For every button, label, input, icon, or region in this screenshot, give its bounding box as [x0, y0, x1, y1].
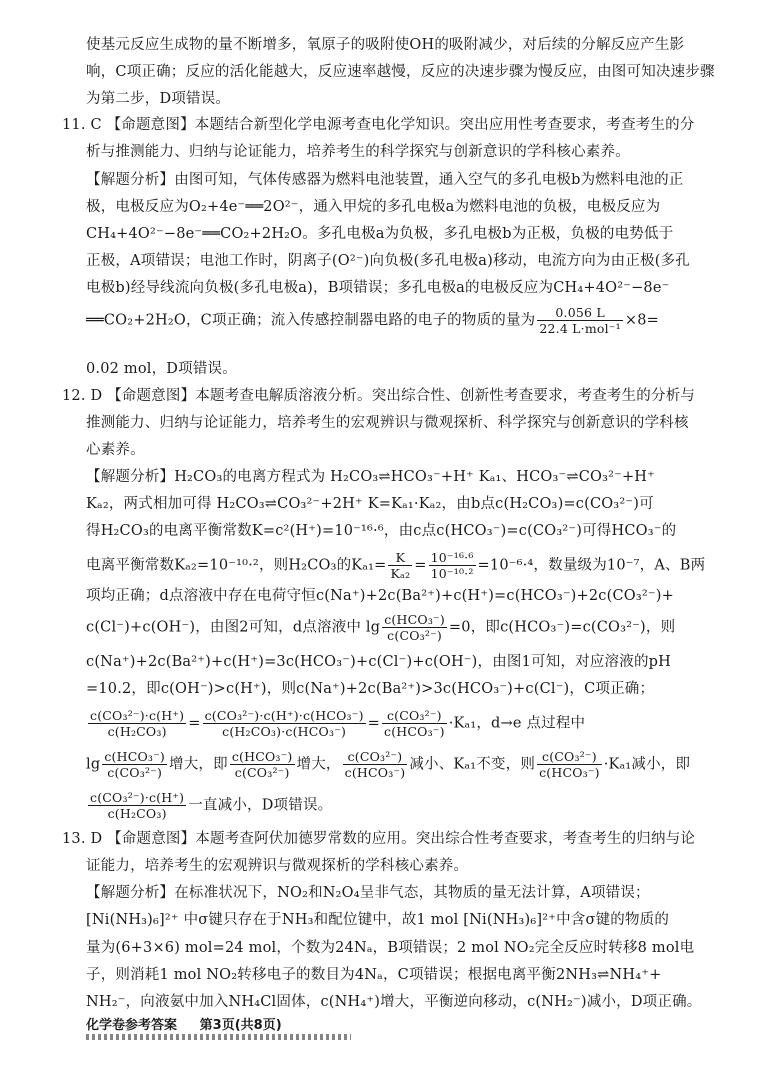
fraction: [382, 612, 447, 643]
text-line: 为第二步，D项错误。: [86, 91, 231, 107]
analysis-line: 【解题分析】H₂CO₃的电离方程式为 H₂CO₃⇌HCO₃⁻+H⁺ Kₐ₁、HCO₃⁻⇌CO₃²⁻+H⁺: [86, 469, 656, 485]
numerator: c(CO₃²⁻)·c(H⁺)·c(HCO₃⁻): [204, 708, 364, 723]
text-span: 电离平衡常数Kₐ₂=10⁻¹⁰·²，则H₂CO₃的Kₐ₁=: [86, 557, 387, 574]
text-span: ×8=: [624, 312, 659, 329]
text-span: lg: [86, 756, 101, 773]
denominator: c(H₂CO₃): [107, 724, 167, 739]
analysis-line: 极，电极反应为O₂+4e⁻══2O²⁻，通入甲烷的多孔电极a为燃料电池的负极，电极反应为: [86, 199, 661, 215]
text-span: 增大，: [296, 756, 341, 773]
analysis-line: 项均正确；d点溶液中存在电荷守恒c(Na⁺)+2c(Ba²⁺)+c(H⁺)=c(HCO₃⁻)+2c(CO₃²⁻)+: [86, 588, 674, 604]
analysis-line: c(Na⁺)+2c(Ba²⁺)+c(H⁺)=3c(HCO₃⁻)+c(Cl⁻)+c(OH⁻)，由图1可知，对应溶液的pH: [86, 654, 671, 670]
question-12-heading: 12. D 【命题意图】本题考查电解质溶液分析。突出综合性、创新性考查要求，考查考生的分析与: [62, 388, 696, 404]
text-line: 响，C项正确；反应的活化能越大，反应速率越慢，反应的决速步骤为慢反应，由图可知决速步骤: [86, 64, 715, 80]
fraction: [382, 708, 447, 739]
analysis-line: 电极b)经导线流向负极(多孔电极a)，B项错误；多孔电极a的电极反应为CH₄+4O²⁻−8e⁻: [86, 280, 670, 296]
denominator: Kₐ₂: [390, 566, 411, 581]
fraction: [537, 749, 602, 780]
text-line: 推测能力、归纳与论证能力，培养考生的宏观辨识与微观探析、科学探究与创新意识的学科核: [86, 415, 689, 431]
footer-subject: 化学卷参考答案: [86, 1018, 178, 1033]
formula-line: $\frac{\text{c(CO₃²⁻)·c(H⁺)}}{\text{c(H₂CO₃)}}$ = $\frac{\text{c(CO₃²⁻)·c(H⁺)·c(HCO₃⁻)}}{\text{c(H₂CO₃)·c(HCO₃⁻)}}$ = $\frac{\text{c(CO₃²⁻)}}{\text{c(HCO₃⁻)}}$ ·Kₐ₁，d→e 点过程中: [90, 708, 586, 739]
formula-line: [86, 612, 675, 643]
text-line: 证能力，培养考生的宏观辨识与微观探析的学科核心素养。: [86, 858, 469, 874]
analysis-line: CH₄+4O²⁻−8e⁻══CO₂+2H₂O。多孔电极a为负极，多孔电极b为正极，负极的电势低于: [86, 226, 674, 242]
fraction: [88, 708, 186, 739]
text-span: ══CO₂+2H₂O，C项正确；流入传感控制器电路的电子的物质的量为: [86, 312, 536, 329]
denominator: c(CO₃²⁻): [387, 628, 442, 643]
text-span: c(Cl⁻)+c(OH⁻)，由图2可知，d点溶液中 lg: [86, 619, 381, 636]
text-span: 一直减小，D项错误。: [188, 797, 333, 814]
formula-line: [86, 305, 659, 336]
fraction: [203, 708, 366, 739]
fraction: [537, 305, 622, 336]
analysis-line: [Ni(NH₃)₆]²⁺ 中σ键只存在于NH₃和配位键中，故1 mol [Ni(NH₃)₆]²⁺中含σ键的物质的: [86, 912, 670, 928]
text-line: 心素养。: [86, 442, 145, 458]
fraction: [230, 749, 295, 780]
numerator: c(CO₃²⁻): [343, 749, 408, 765]
text-span: =10⁻⁶·⁴，数量级为10⁻⁷，A、B两: [477, 557, 706, 574]
fraction: [429, 550, 476, 581]
numerator: c(HCO₃⁻): [104, 749, 166, 764]
question-13-heading: 13. D 【命题意图】本题考查阿伏加德罗常数的应用。突出综合性考查要求，考查考生的归纳与论: [62, 831, 696, 847]
analysis-line: 得H₂CO₃的电离平衡常数K=c²(H⁺)=10⁻¹⁶·⁶，由c点c(HCO₃⁻)=c(CO₃²⁻)可得HCO₃⁻的: [86, 523, 677, 539]
denominator: c(HCO₃⁻): [384, 724, 445, 739]
denominator: 10⁻¹⁰·²: [430, 566, 474, 581]
footer-page-number: 第3页(共8页): [199, 1018, 282, 1033]
denominator: c(H₂CO₃)·c(HCO₃⁻): [222, 724, 347, 739]
analysis-line: 【解题分析】由图可知，气体传感器为燃料电池装置，通入空气的多孔电极b为燃料电池的正: [86, 172, 684, 188]
text-line: 使基元反应生成物的量不断增多，氧原子的吸附使OH的吸附减少，对后续的分解反应产生影: [86, 37, 685, 53]
denominator: c(H₂CO₃): [107, 806, 167, 821]
denominator: 22.4 L·mol⁻¹: [539, 321, 621, 336]
denominator: c(HCO₃⁻): [539, 765, 600, 780]
analysis-line: 量为(6+3×6) mol=24 mol，个数为24Nₐ，B项错误；2 mol NO₂完全反应时转移8 mol电: [86, 940, 695, 956]
denominator: c(HCO₃⁻): [344, 765, 406, 780]
fraction: [88, 790, 186, 821]
analysis-line: NH₂⁻，向液氨中加入NH₄Cl固体，c(NH₄⁺)增大，平衡逆向移动，c(NH₂⁻)减小，D项正确。: [86, 994, 702, 1010]
text-span: 增大，即: [169, 756, 228, 773]
analysis-line: 子，则消耗1 mol NO₂转移电子的数目为4Nₐ，C项错误；根据电离平衡2NH₃⇌NH₄⁺+: [86, 967, 662, 983]
page-footer: [86, 1014, 351, 1040]
text-line: 析与推测能力、归纳与论证能力，培养考生的科学探究与创新意识的学科核心素养。: [86, 144, 630, 160]
question-11-heading: 11. C 【命题意图】本题结合新型化学电源考查电化学知识。突出应用性考查要求，考查考生的分: [62, 117, 695, 133]
fraction: [343, 749, 408, 780]
numerator: c(CO₃²⁻): [382, 708, 447, 724]
numerator: K: [388, 550, 412, 566]
numerator: c(CO₃²⁻)·c(H⁺): [90, 708, 185, 723]
text-span: =0，即c(HCO₃⁻)=c(CO₃²⁻)，则: [448, 619, 676, 636]
text-span: ·Kₐ₁，d→e 点过程中: [448, 715, 586, 732]
formula-line: [86, 550, 705, 581]
analysis-line: =10.2，即c(OH⁻)>c(H⁺)，则c(Na⁺)+2c(Ba²⁺)>3c(HCO₃⁻)+c(Cl⁻)，C项正确；: [86, 681, 655, 697]
analysis-line: 【解题分析】在标准状况下，NO₂和N₂O₄呈非气态，其物质的量无法计算，A项错误；: [86, 885, 650, 901]
formula-line: [86, 790, 332, 821]
denominator: c(CO₃²⁻): [234, 765, 290, 780]
formula-line: [86, 749, 690, 780]
fraction: [388, 550, 412, 581]
numerator: c(CO₃²⁻)·c(H⁺): [90, 790, 185, 805]
footer-wave-line: [86, 1034, 351, 1040]
text-span: 减小、Kₐ₁不变，则: [409, 756, 536, 773]
numerator: 0.056 L: [537, 305, 622, 321]
fraction: [102, 749, 167, 780]
analysis-line: Kₐ₂，两式相加可得 H₂CO₃⇌CO₃²⁻+2H⁺ K=Kₐ₁·Kₐ₂，由b点c(H₂CO₃)=c(CO₃²⁻)可: [86, 496, 654, 512]
text-span: ·Kₐ₁减小，即: [603, 756, 691, 773]
text-span: =: [414, 557, 427, 574]
numerator: 10⁻¹⁶·⁶: [430, 550, 474, 565]
numerator: c(CO₃²⁻): [537, 749, 602, 765]
numerator: c(HCO₃⁻): [384, 612, 445, 627]
analysis-line: 正极，A项错误；电池工作时，阴离子(O²⁻)向负极(多孔电极a)移动，电流方向为由正极(多孔: [86, 253, 690, 269]
analysis-line: 0.02 mol，D项错误。: [86, 361, 237, 377]
numerator: c(HCO₃⁻): [231, 749, 293, 764]
denominator: c(CO₃²⁻): [107, 765, 163, 780]
